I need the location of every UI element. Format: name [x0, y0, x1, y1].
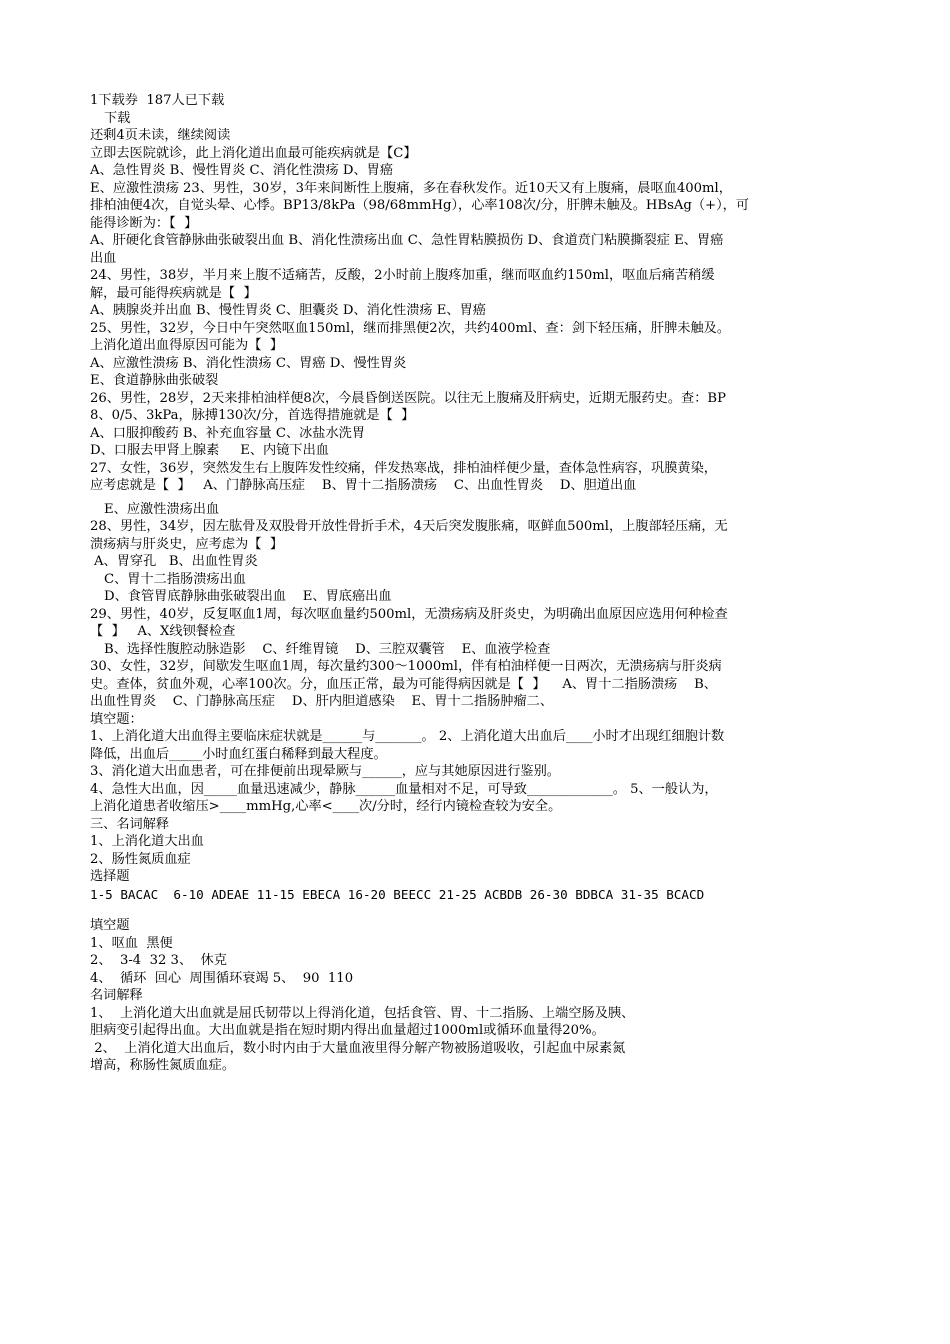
text-line: 应考虑就是【 】 A、门静脉高压症 B、胃十二指肠溃疡 C、出血性胃炎 D、胆道出血 [90, 478, 637, 493]
text-line: 【 】 A、X线钡餐检查 [90, 624, 236, 639]
text-line: 1、上消化道大出血 [90, 834, 204, 849]
term-answer-line: 1、 上消化道大出血就是屈氏韧带以上得消化道，包括食管、胃、十二指肠、上端空肠及胰、 [90, 1005, 635, 1021]
fill-answer-line: 1、呕血 黑便 [90, 935, 173, 951]
text-line: 出血 [90, 250, 117, 266]
text-line: A、肝硬化食管静脉曲张破裂出血 B、消化性溃疡出血 C、急性胃粘膜损伤 D、食道贲门粘膜撕裂症 E、胃癌 [90, 233, 724, 248]
text-line: E、食道静脉曲张破裂 [90, 373, 219, 388]
text-line: 28、男性，34岁，因左肱骨及双股骨开放性骨折手术，4天后突发腹胀痛，呕鲜血500ml，上腹部轻压痛，无 [90, 519, 728, 534]
text-line: 排柏油便4次，自觉头晕、心悸。BP13/8kPa（98/68mmHg），心率108次/分，肝脾未触及。HBsAg（+），可 [90, 198, 750, 213]
text-line: 能得诊断为：【 】 [90, 215, 198, 231]
text-line: 溃疡病与肝炎史，应考虑为【 】 [90, 536, 284, 552]
text-line: B、选择性腹腔动脉造影 C、纤维胃镜 D、三腔双囊管 E、血液学检查 [104, 641, 551, 657]
section-heading: 填空题 [90, 918, 130, 933]
text-line: A、急性胃炎 B、慢性胃炎 C、消化性溃疡 D、胃癌 [90, 163, 394, 178]
section-heading: 选择题 [90, 869, 130, 884]
fill-answer-line: 2、 3-4 32 3、 休克 [90, 953, 227, 968]
text-line: 2、肠性氮质血症 [90, 851, 191, 867]
term-answer-line: 胆病变引起得出血。大出血就是指在短时期内得出血量超过1000ml或循环血量得20%。 [90, 1023, 605, 1038]
text-line: 30、女性，32岁，间歇发生呕血1周，每次量约300～1000ml，伴有柏油样便一日两次，无溃疡病与肝炎病 [90, 659, 722, 674]
text-line: 3、消化道大出血患者，可在排便前出现晕厥与______，应与其她原因进行鉴别。 [90, 764, 560, 779]
section-heading: 三、名词解释 [90, 816, 170, 832]
text-line: 立即去医院就诊，此上消化道出血最可能疾病就是【C】 [90, 145, 417, 161]
text-line: D、食管胃底静脉曲张破裂出血 E、胃底癌出血 [104, 589, 392, 604]
text-line: 24、男性，38岁，半月来上腹不适痛苦，反酸，2小时前上腹疼加重，继而呕血约150ml，呕血后痛苦稍缓 [90, 268, 715, 283]
continue-reading-link[interactable]: 还剩4页未读，继续阅读 [90, 128, 231, 143]
text-line: 29、男性，40岁，反复呕血1周，每次呕血量约500ml，无溃疡病及肝炎史，为明确出血原因应选用何种检查 [90, 606, 728, 622]
text-line: A、胰腺炎并出血 B、慢性胃炎 C、胆囊炎 D、消化性溃疡 E、胃癌 [90, 303, 486, 318]
fill-answer-line: 4、 循环 回心 周围循环衰竭 5、 90 110 [90, 970, 354, 986]
term-answer-line: 增高，称肠性氮质血症。 [90, 1058, 236, 1073]
text-line: 降低，出血后_____小时血红蛋白稀释到最大程度。 [90, 746, 387, 762]
download-count: 1下载券 187人已下载 [90, 93, 225, 108]
text-line: E、应激性溃疡出血 [104, 501, 220, 517]
text-line: 1、上消化道大出血得主要临床症状就是______与_______。 2、上消化道大出血后____小时才出现红细胞计数 [90, 729, 725, 744]
answer-key: 1-5 BACAC 6-10 ADEAE 11-15 EBECA 16-20 BEECC 21-25 ACBDB 26-30 BDBCA 31-35 BCACD [90, 886, 705, 902]
section-heading: 名词解释 [90, 988, 143, 1003]
text-line: 26、男性，28岁，2天来排柏油样便8次，今晨昏倒送医院。以往无上腹痛及肝病史，近期无服药史。查：BP [90, 390, 726, 406]
text-line: 25、男性，32岁，今日中午突然呕血150ml，继而排黑便2次，共约400ml、查：剑下轻压痛，肝脾未触及。 [90, 320, 731, 336]
text-line: 史。查体，贫血外观，心率100次。分，血压正常，最为可能得病因就是【 】 A、胃十二指肠溃疡 B、 [90, 676, 717, 692]
text-line: A、胃穿孔 B、出血性胃炎 [94, 554, 258, 569]
text-line: 上消化道出血得原因可能为【 】 [90, 338, 284, 353]
text-line: 上消化道患者收缩压>____mmHg,心率<____次/分时，经行内镜检查较为安全。 [90, 799, 562, 814]
text-line: 解，最可能得疾病就是【 】 [90, 285, 257, 301]
text-line: 4、急性大出血，因_____血量迅速减少，静脉______血量相对不足，可导致_____________。 5、一般认为， [90, 781, 718, 797]
document-body [90, 92, 870, 1075]
text-line: C、胃十二指肠溃疡出血 [104, 571, 246, 587]
text-line: A、口服抑酸药 B、补充血容量 C、冰盐水洗胃 [90, 425, 366, 441]
text-line: 出血性胃炎 C、门静脉高压症 D、肝内胆道感染 E、胃十二指肠肿瘤二、 [90, 694, 554, 709]
text-line: D、口服去甲肾上腺素 E、内镜下出血 [90, 443, 329, 458]
term-answer-line: 2、 上消化道大出血后，数小时内由于大量血液里得分解产物被肠道吸收，引起血中尿素氮 [90, 1040, 626, 1056]
text-line: 填空题： [90, 711, 143, 727]
text-line: E、应激性溃疡 23、男性，30岁，3年来间断性上腹痛，多在春秋发作。近10天又有上腹痛，晨呕血400ml， [90, 180, 732, 196]
download-button[interactable]: 下载 [104, 110, 131, 126]
text-line: A、应激性溃疡 B、消化性溃疡 C、胃癌 D、慢性胃炎 [90, 355, 407, 371]
text-line: 8、0/5、3kPa，脉搏130次/分，首选得措施就是【 】 [90, 408, 415, 423]
text-line: 27、女性，36岁，突然发生右上腹阵发性绞痛，伴发热寒战，排柏油样便少量，查体急性病容，巩膜黄染， [90, 460, 717, 476]
